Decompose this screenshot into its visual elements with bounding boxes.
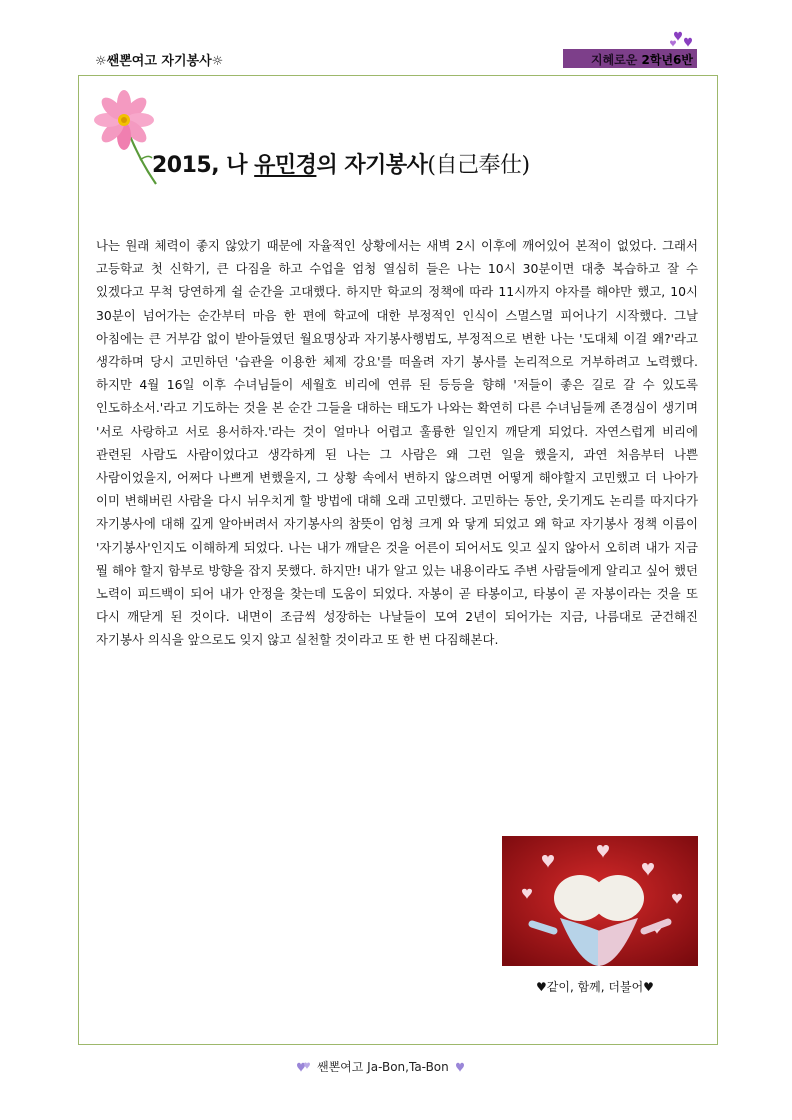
title-part2: 의 자기봉사 [316, 153, 428, 178]
footer-text: 쌘뽄여고 Ja-Bon,Ta-Bon [317, 1060, 449, 1074]
footer-right-hearts-icon [453, 1061, 469, 1073]
page-footer [295, 1058, 469, 1075]
corner-hearts-icon [668, 28, 698, 54]
couple-hug-illustration [502, 836, 698, 966]
picture-caption: ♥같이, 함께, 더불어♥ [536, 980, 654, 994]
header-class-text-a: 지혜로운 [590, 53, 642, 67]
footer-left-hearts-icon [295, 1061, 313, 1073]
title-name: 유민경 [254, 153, 317, 178]
page-title [152, 148, 530, 179]
header-class-text-b: 2학년6반 [641, 53, 693, 67]
title-part1: 2015, 나 [152, 153, 255, 178]
title-hanja: (自己奉仕) [427, 153, 530, 178]
header-school-title: ☼쌘뽄여고 자기봉사☼ [95, 54, 224, 69]
essay-paragraph: 나는 원래 체력이 좋지 않았기 때문에 자율적인 상황에서는 새벽 2시 이후에 깨어있어 본적이 없었다. 그래서 고등학교 첫 신학기, 큰 다짐을 하고 수업을 엄청 열심히 들은 나는 10시 30분이면 대충 복습하고 잘 수 있겠다고 무척 당연하게 쉴 순간을 고대했다. 하지만 학교의 정책에 따라 11시까지 야자를 해야만 했고, 10시 30분이 넘어가는 순간부터 마음 한 편에 학교에 대한 부정적인 인식이 스멀스멀 피어나기 시작했다. 그날 아침에는 큰 거부감 없이 받아들였던 월요명상과 자기봉사행범도, 부정적으로 변한 나는 '도대체 이걸 왜?'라고 생각하며 당시 고민하던 '습관을 이용한 체제 강요'를 떠올려 자기 봉사를 논리적으로 거부하려고 노력했다. 하지만 4월 16일 이후 수녀님들이 세월호 비리에 연류 된 등등을 향해 '저들이 좋은 길로 갈 수 있도록 인도하소서.'라고 기도하는 것을 본 순간 그들을 대하는 태도가 나와는 확연히 다른 수녀님들께 존경심이 생기며 '서로 사랑하고 서로 용서하자.'라는 것이 얼마나 어렵고 훌륭한 일인지 깨닫게 되었다. 자연스럽게 비리에 관련된 사람도 사람이었다고 생각하게 된 나는 그 사람은 왜 그런 일을 했을지, 과연 처음부터 나쁜 사람이었을지, 어쩌다 나쁘게 변했을지, 그 상황 속에서 변하지 않으려면 어떻게 해야할지 고민했고 더 나아가 이미 변해버린 사람을 다시 뉘우치게 할 방법에 대해 오래 고민했다. 고민하는 동안, 웃기게도 논리를 따지다가 자기봉사에 대해 깊게 알아버려서 자기봉사의 참뜻이 엄청 크게 와 닿게 되었고 왜 학교 자기봉사 정책 이름이 '자기봉사'인지도 이해하게 되었다. 나는 내가 깨달은 것을 어른이 되어서도 잊고 싶지 않아서 오히려 내가 지금 뭘 해야 할지 함부로 방향을 잡지 못했다. 하지만! 내가 알고 있는 내용이라도 주변 사람들에게 알리고 싶어 했던 노력이 피드백이 되어 내가 안정을 찾는데 도움이 되었다. 자봉이 곧 타봉이고, 타봉이 곧 자봉이라는 것을 또 다시 깨닫게 된 것이다. 내면이 조금씩 성장하는 나날들이 모여 2년이 되어가는 지금, 나름대로 굳건해진 자기봉사 의식을 앞으로도 잊지 않고 실천할 것이라고 또 한 번 다짐해본다. [96, 238, 698, 648]
